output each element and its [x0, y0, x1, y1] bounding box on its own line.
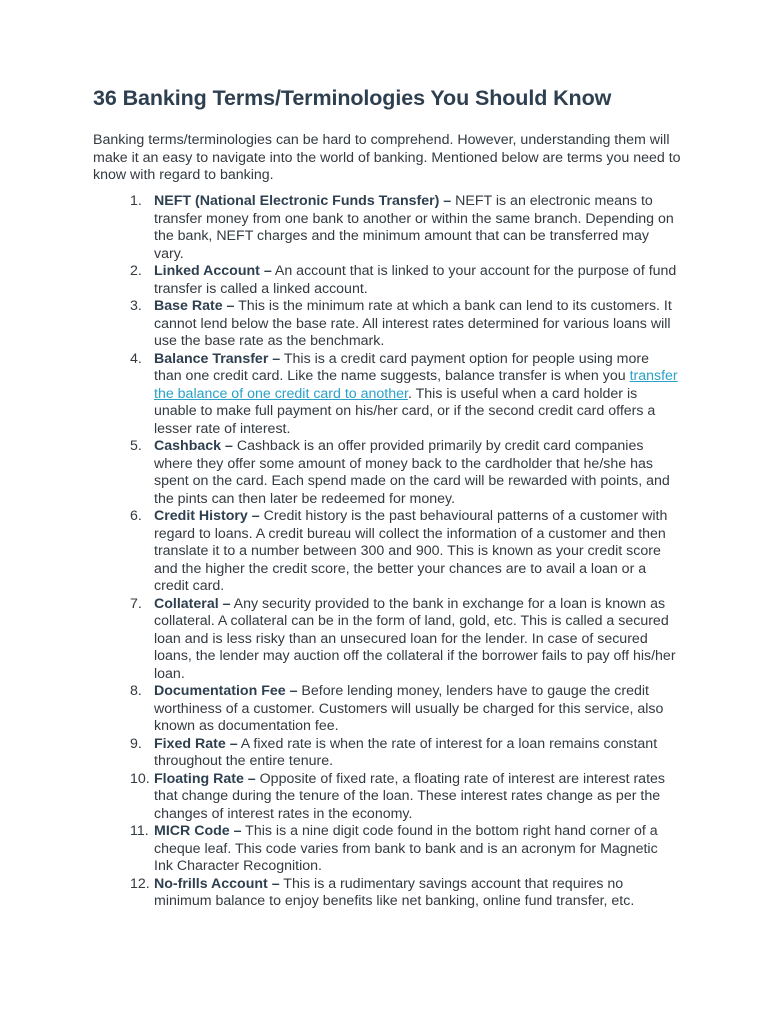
list-item — [0, 298, 679, 351]
term-name: No-frills Account – — [154, 875, 280, 892]
list-item — [0, 351, 679, 439]
item-number: 5. — [130, 438, 142, 454]
term-description: This is a nine digit code found in the bottom right hand corner of a cheque leaf. This code varies from bank to bank and is an acronym for Magnetic Ink Character Recognition. — [154, 823, 658, 874]
term-description: This is a credit card payment option for people using more than one credit card. Like the name suggests, balance transfer is when you — [154, 350, 649, 384]
term-description: This is the minimum rate at which a bank can lend to its customers. It cannot lend below the base rate. All interest rates determined for various loans will use the base rate as the benchmark. — [154, 298, 672, 349]
item-number: 9. — [130, 735, 142, 752]
term-description: Credit history is the past behavioural patterns of a customer with regard to loans. A credit bureau will collect the information of a customer and then translate it to a number between 300 and 900. This is known as your credit score and the higher the credit score, the better your chances are to avail a loan or a credit card. — [154, 508, 668, 594]
list-item — [0, 823, 679, 876]
term-name: NEFT (National Electronic Funds Transfer) – — [154, 193, 452, 209]
item-number: 1. — [130, 193, 142, 209]
term-description: This is a rudimentary savings account that requires no minimum balance to enjoy benefits like net banking, online fund transfer, etc. — [154, 875, 635, 909]
terms-list — [0, 193, 768, 911]
list-item — [0, 438, 679, 508]
term-description: Opposite of fixed rate, a floating rate of interest are interest rates that change during the tenure of the loan. These interest rates change as per the changes of interest rates in the economy. — [154, 770, 665, 822]
term-description: NEFT is an electronic means to transfer money from one bank to another or within the same branch. Depending on the bank, NEFT charges and the minimum amount that can be transferred may vary. — [154, 193, 674, 262]
list-item — [0, 683, 679, 736]
term-name: Fixed Rate – — [154, 735, 238, 752]
intro-paragraph: Banking terms/terminologies can be hard to comprehend. However, understanding them will make it an easy to navigate into the world of banking. Mentioned below are terms you need to know with regard to banking. — [93, 132, 681, 183]
item-number: 2. — [130, 263, 142, 279]
term-name: Floating Rate – — [154, 770, 256, 787]
item-number: 11. — [130, 823, 149, 839]
item-number: 6. — [130, 508, 142, 524]
term-name: Base Rate – — [154, 298, 235, 314]
term-description-continued: . This is useful when a card holder is unable to make full payment on his/her card, or if the second credit card offers a lesser rate of interest. — [154, 385, 656, 437]
term-name: Linked Account – — [154, 263, 272, 279]
item-number: 12. — [130, 875, 150, 892]
term-name: Collateral – — [154, 595, 231, 612]
list-item — [0, 263, 679, 298]
item-number: 7. — [130, 595, 142, 612]
term-description: Any security provided to the bank in exchange for a loan is known as collateral. A collateral can be in the form of land, gold, etc. This is called a secured loan and is less risky than an unsecured loan for the lender. In case of secured loans, the lender may auction off the collateral if the borrower fails to pay off his/her loan. — [154, 595, 676, 682]
list-item — [0, 771, 679, 824]
page-title: 36 Banking Terms/Terminologies You Should Know — [93, 86, 612, 110]
list-item — [0, 736, 679, 771]
balance-transfer-link[interactable]: transfer the balance of one credit card to another — [154, 368, 678, 402]
item-number: 3. — [130, 298, 142, 314]
term-name: Documentation Fee – — [154, 683, 298, 699]
item-number: 8. — [130, 683, 142, 699]
list-item — [0, 193, 679, 263]
term-description: An account that is linked to your account for the purpose of fund transfer is called a linked account. — [154, 263, 677, 297]
term-description: Cashback is an offer provided primarily by credit card companies where they offer some amount of money back to the cardholder that he/she has spent on the card. Each spend made on the card will be rewarded with points, and the pints can then later be redeemed for money. — [154, 438, 670, 507]
term-name: Cashback – — [154, 438, 233, 454]
term-name: Credit History – — [154, 508, 260, 524]
list-item — [0, 508, 679, 596]
term-name: MICR Code – — [154, 823, 242, 839]
item-number: 10. — [130, 770, 150, 787]
item-number: 4. — [130, 350, 142, 367]
term-name: Balance Transfer – — [154, 350, 281, 367]
list-item — [0, 876, 679, 911]
term-description: A fixed rate is when the rate of interest for a loan remains constant throughout the entire tenure. — [154, 735, 658, 769]
list-item — [0, 596, 679, 684]
term-description: Before lending money, lenders have to gauge the credit worthiness of a customer. Customers will usually be charged for this service, also known as documentation fee. — [154, 683, 664, 734]
